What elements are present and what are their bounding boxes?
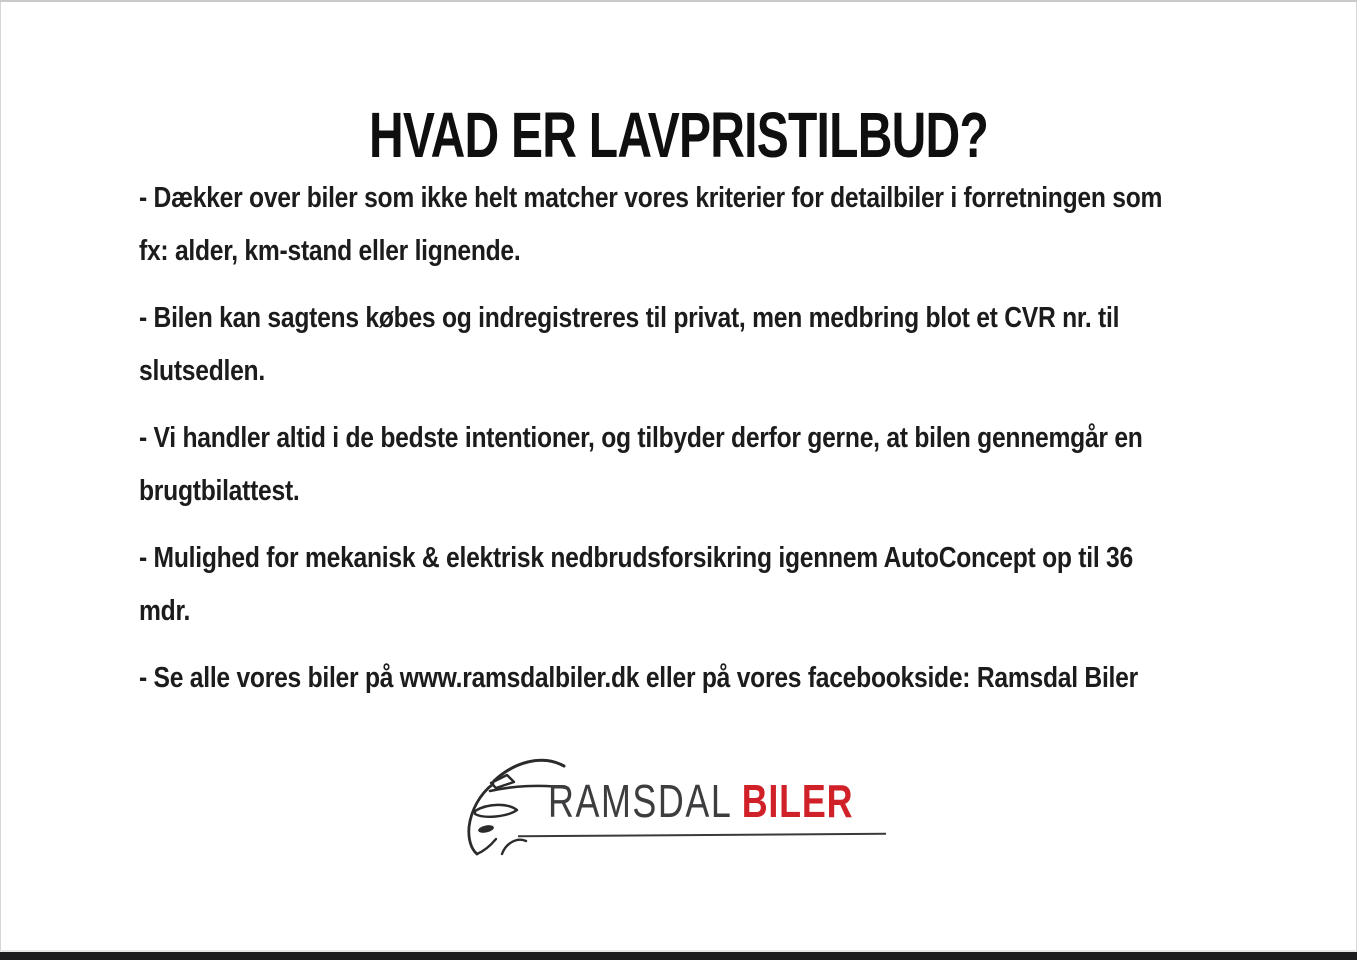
bullet-line: - Vi handler altid i de bedste intentioner, og tilbyder derfor gerne, at bilen gennemgår en: [139, 422, 1143, 454]
bullet-line: - Dækker over biler som ikke helt matcher vores kriterier for detailbiler i forretningen som: [139, 182, 1163, 214]
logo-underline: [518, 833, 886, 838]
bullet-item: [139, 292, 1317, 398]
bottom-bar: [0, 952, 1357, 960]
bullet-line: - Bilen kan sagtens købes og indregistreres til privat, men medbring blot et CVR nr. til: [139, 302, 1120, 334]
bullet-list: [139, 172, 1317, 719]
bullet-item: [139, 412, 1317, 518]
bullet-line: mdr.: [139, 595, 191, 627]
bullet-line: brugtbilattest.: [139, 475, 300, 507]
bullet-item: [139, 532, 1317, 638]
bullet-line: fx: alder, km-stand eller lignende.: [139, 235, 521, 267]
logo-wordmark: [548, 775, 854, 827]
bullet-line: - Se alle vores biler på www.ramsdalbiler.dk eller på vores facebookside: Ramsdal Biler: [139, 662, 1138, 694]
bullet-line: slutsedlen.: [139, 355, 265, 387]
page-title: HVAD ER LAVPRISTILBUD?: [368, 99, 989, 171]
ramsdal-biler-logo: [460, 750, 900, 860]
bullet-item: [139, 172, 1317, 278]
bullet-line: - Mulighed for mekanisk & elektrisk nedbrudsforsikring igennem AutoConcept op til 36: [139, 542, 1133, 574]
brand-name-ramsdal: RAMSDAL: [548, 775, 733, 827]
bullet-item: [139, 652, 1317, 705]
brand-name-biler: BILER: [741, 775, 854, 827]
